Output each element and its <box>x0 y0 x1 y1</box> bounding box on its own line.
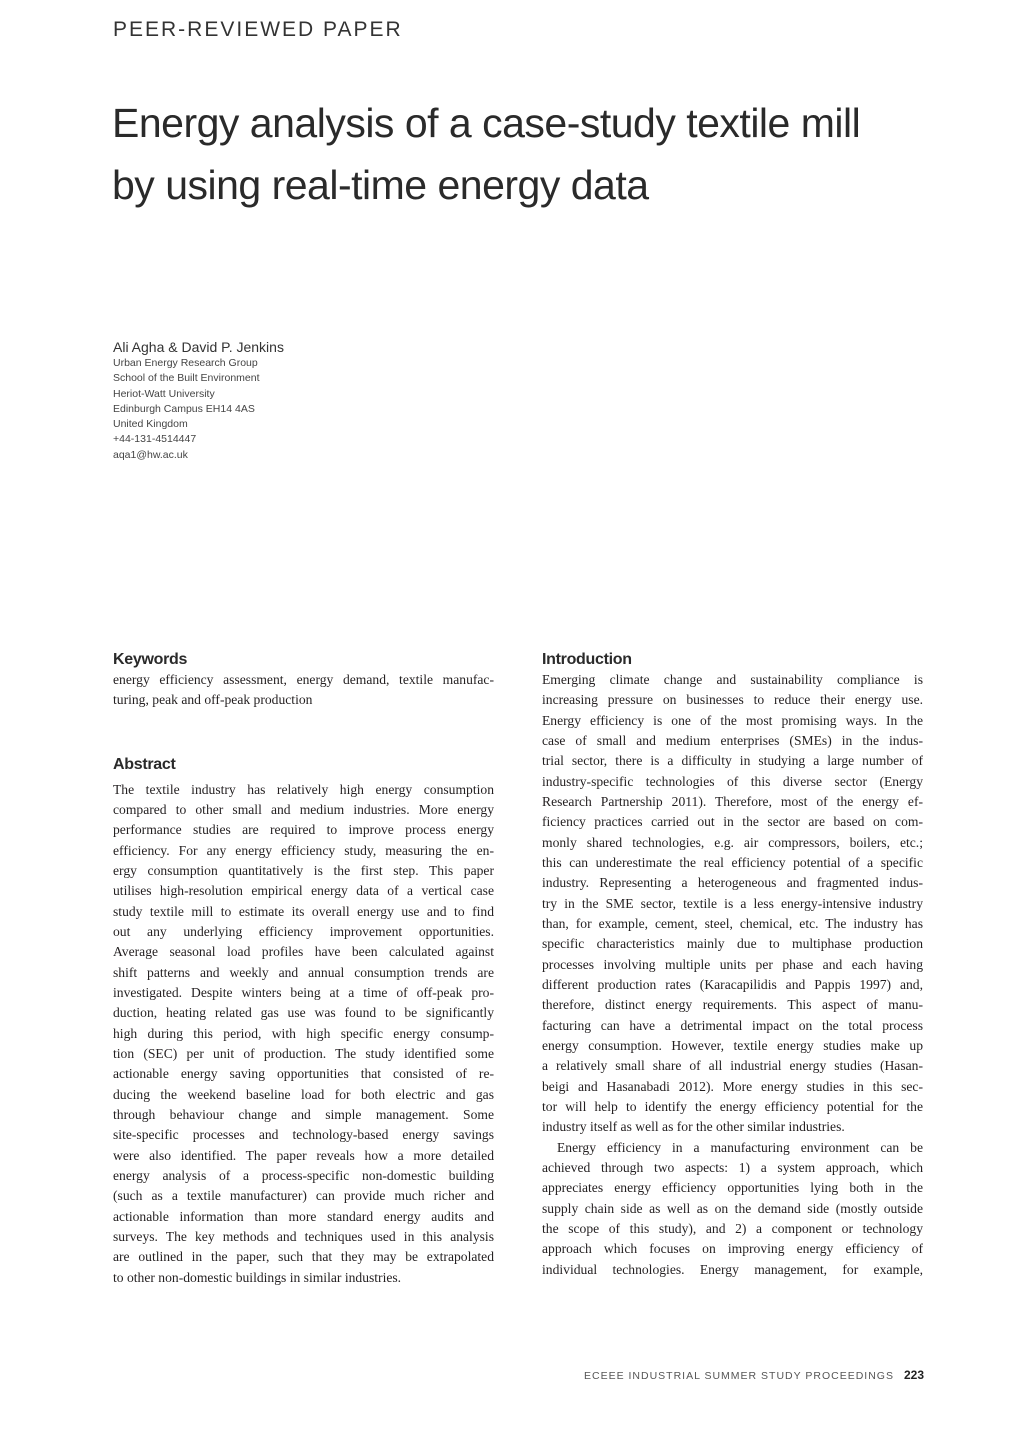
text-line: turing, peak and off-peak production <box>113 692 313 708</box>
text-line: study textile mill to estimate its overall energy use and to find <box>113 903 494 919</box>
text-line: actionable energy saving opportunities that consisted of re- <box>113 1066 494 1082</box>
affiliation-line: aqa1@hw.ac.uk <box>113 448 188 461</box>
text-line: ducing the weekend baseline load for both electric and gas <box>113 1086 494 1102</box>
text-line: trial sector, there is a difficulty in studying a large number of <box>542 753 923 769</box>
text-line: compared to other small and medium industries. More energy <box>113 801 494 817</box>
text-line: are outlined in the paper, such that they may be extrapolated <box>113 1249 494 1265</box>
text-line: (such as a textile manufacturer) can provide much richer and <box>113 1188 494 1204</box>
text-line: this can underestimate the real efficiency potential of a specific <box>542 854 923 870</box>
text-line: utilises high-resolution empirical energy data of a vertical case <box>113 883 494 899</box>
title-line: Energy analysis of a case-study textile mill <box>112 100 861 146</box>
text-line: approach which focuses on improving energy efficiency of <box>542 1241 923 1257</box>
introduction-paragraph <box>542 670 923 1138</box>
text-line: site-specific processes and technology-based energy savings <box>113 1127 494 1143</box>
text-line: therefore, distinct energy requirements. This aspect of manu- <box>542 997 923 1013</box>
abstract-text <box>113 780 494 1288</box>
page-number: 223 <box>903 1368 924 1382</box>
text-line: Emerging climate change and sustainability compliance is <box>542 672 923 687</box>
affiliation-line: Heriot-Watt University <box>113 387 215 400</box>
text-line: beigi and Hasanabadi 2012). More energy studies in this sec- <box>542 1078 923 1094</box>
text-line: energy efficiency assessment, energy demand, textile manufac- <box>113 672 494 687</box>
text-line: appreciates energy efficiency opportunities lying both in the <box>542 1180 923 1196</box>
text-line: Research Partnership 2011). Therefore, most of the energy ef- <box>542 793 923 809</box>
journal-name: ECEEE INDUSTRIAL SUMMER STUDY PROCEEDINGS <box>584 1370 894 1382</box>
affiliation-line: +44-131-4514447 <box>113 433 197 446</box>
text-line: industry-specific technologies of this diverse sector (Energy <box>542 773 923 789</box>
affiliation-line: Edinburgh Campus EH14 4AS <box>113 402 255 415</box>
text-line: investigated. Despite winters being at a time of off-peak pro- <box>113 984 494 1000</box>
text-line: monly shared technologies, e.g. air compressors, boilers, etc.; <box>542 834 923 850</box>
page-footer <box>584 1368 924 1382</box>
text-line: increasing pressure on businesses to reduce their energy use. <box>542 692 923 708</box>
text-line: processes involving multiple units per phase and each having <box>542 956 923 972</box>
text-line: ficiency practices carried out in the sector are based on com- <box>542 814 923 830</box>
text-line: The textile industry has relatively high energy consumption <box>113 781 494 797</box>
affiliation-line: United Kingdom <box>113 418 188 431</box>
text-line: performance studies are required to improve process energy <box>113 822 494 838</box>
left-column <box>113 650 494 1288</box>
text-line: high during this period, with high specific energy consump- <box>113 1025 494 1041</box>
text-line: shift patterns and weekly and annual consumption trends are <box>113 964 494 980</box>
text-line: a relatively small share of all industrial energy studies (Hasan- <box>542 1058 923 1074</box>
text-line: Average seasonal load profiles have been calculated against <box>113 944 494 960</box>
text-line: individual technologies. Energy management, for example, <box>542 1261 923 1277</box>
page-title <box>112 92 860 216</box>
paper-type-label: PEER-REVIEWED PAPER <box>113 18 403 41</box>
text-line: different production rates (Karacapilidis and Pappis 1997) and, <box>542 976 923 992</box>
text-line: facturing can have a detrimental impact on the total process <box>542 1017 923 1033</box>
author-block <box>113 338 284 463</box>
text-line: actionable information than more standard energy audits and <box>113 1208 494 1224</box>
text-line: achieved through two aspects: 1) a system approach, which <box>542 1159 923 1175</box>
text-line: Energy efficiency is one of the most promising ways. In the <box>542 712 923 728</box>
affiliation <box>113 356 284 463</box>
text-line: energy consumption. However, textile energy studies make up <box>542 1037 923 1053</box>
introduction-paragraph <box>542 1138 923 1280</box>
text-line: industry. Representing a heterogeneous and fragmented indus- <box>542 875 923 891</box>
text-line: to other non-domestic buildings in similar industries. <box>113 1269 402 1285</box>
introduction-heading: Introduction <box>542 651 632 668</box>
text-line: try in the SME sector, textile is a less energy-intensive industry <box>542 895 923 911</box>
text-line: were also identified. The paper reveals how a more detailed <box>113 1147 494 1163</box>
abstract-heading: Abstract <box>113 755 176 773</box>
text-line: than, for example, cement, steel, chemical, etc. The industry has <box>542 915 923 931</box>
text-line: through behaviour change and simple management. Some <box>113 1106 494 1122</box>
text-line: surveys. The key methods and techniques used in this analysis <box>113 1228 494 1244</box>
text-line: tor will help to identify the energy efficiency potential for the <box>542 1098 923 1114</box>
text-line: efficiency. For any energy efficiency study, measuring the en- <box>113 842 494 858</box>
affiliation-line: Urban Energy Research Group <box>113 357 258 369</box>
title-line: by using real-time energy data <box>112 162 649 208</box>
text-line: ergy consumption quantitatively is the first step. This paper <box>113 862 494 878</box>
text-line: case of small and medium enterprises (SMEs) in the indus- <box>542 732 923 748</box>
text-line: out any underlying efficiency improvement opportunities. <box>113 923 494 939</box>
text-line: specific characteristics mainly due to multiphase production <box>542 936 923 952</box>
text-line: industry itself as well as for the other similar industries. <box>542 1119 845 1135</box>
affiliation-line: School of the Built Environment <box>113 372 260 385</box>
keywords-heading: Keywords <box>113 651 188 668</box>
text-line: supply chain side as well as on the demand side (mostly outside <box>542 1200 923 1216</box>
text-line: energy analysis of a process-specific non-domestic building <box>113 1167 494 1183</box>
text-line: the scope of this study), and 2) a component or technology <box>542 1220 923 1236</box>
text-line: Energy efficiency in a manufacturing environment can be <box>557 1139 923 1155</box>
text-line: tion (SEC) per unit of production. The study identified some <box>113 1045 494 1061</box>
right-column <box>542 650 923 1280</box>
text-line: duction, heating related gas use was found to be significantly <box>113 1005 494 1021</box>
keywords-text <box>113 670 494 711</box>
author-names: Ali Agha & David P. Jenkins <box>113 339 284 355</box>
